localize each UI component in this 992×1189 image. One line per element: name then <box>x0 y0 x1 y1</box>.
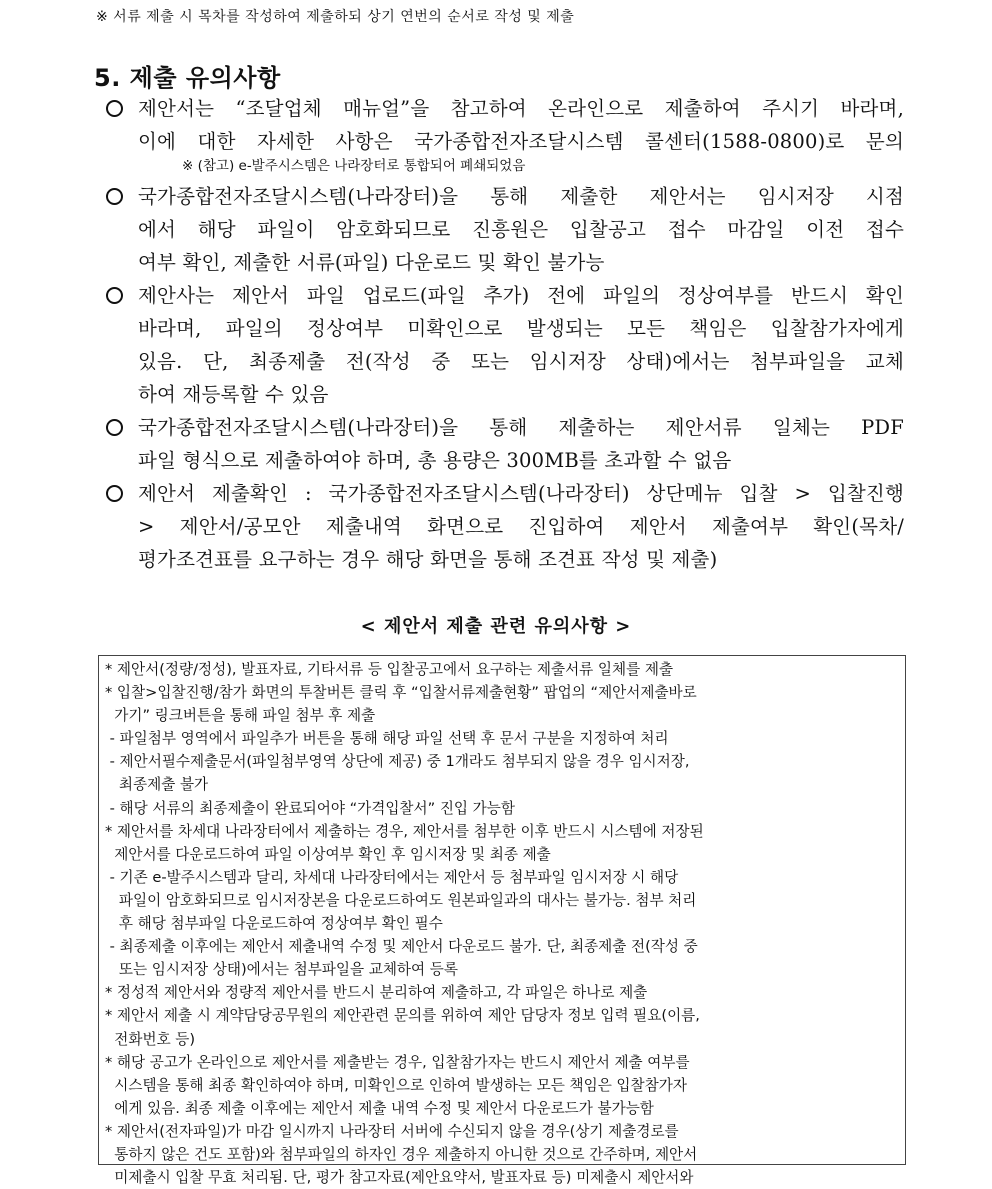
notice-line: 제안서를 다운로드하여 파일 이상여부 확인 후 임시저장 및 최종 제출 <box>105 845 551 863</box>
notice-line: 에게 있음. 최종 제출 이후에는 제안서 제출 내역 수정 및 제안서 다운로드가 불가능함 <box>105 1099 654 1117</box>
bullet-line: 바라며, 파일의 정상여부 미확인으로 발생되는 모든 책임은 입찰참가자에게 <box>138 317 904 340</box>
circle-bullet-icon <box>106 100 123 117</box>
bullet-item <box>104 477 904 576</box>
bullet-item <box>104 411 904 477</box>
notice-line: * 해당 공고가 온라인으로 제안서를 제출받는 경우, 입찰참가자는 반드시 제안서 제출 여부를 <box>105 1053 690 1071</box>
bullet-line: 제안서 제출확인 : 국가종합전자조달시스템(나라장터) 상단메뉴 입찰 > 입찰진행 <box>138 482 904 505</box>
bullet-line: 에서 해당 파일이 암호화되므로 진흥원은 입찰공고 접수 마감일 이전 접수 <box>138 218 904 241</box>
top-note: ※ 서류 제출 시 목차를 작성하여 제출하되 상기 연번의 순서로 작성 및 제출 <box>96 9 575 25</box>
notice-line: 또는 임시저장 상태)에서는 첨부파일을 교체하여 등록 <box>105 961 458 979</box>
bullet-line: 있음. 단, 최종제출 전(작성 중 또는 임시저장 상태)에서는 첨부파일을 교체 <box>138 350 904 373</box>
bullet-line: 제안사는 제안서 파일 업로드(파일 추가) 전에 파일의 정상여부를 반드시 확인 <box>138 284 904 307</box>
bullet-line: 평가조견표를 요구하는 경우 해당 화면을 통해 조견표 작성 및 제출) <box>138 548 718 571</box>
bullet-line: 제안서는 “조달업체 매뉴얼”을 참고하여 온라인으로 제출하여 주시기 바라며, <box>138 97 904 120</box>
notice-line: * 제안서 제출 시 계약담당공무원의 제안관련 문의를 위하여 제안 담당자 정보 입력 필요(이름, <box>105 1007 700 1025</box>
notice-box-title: < 제안서 제출 관련 유의사항 > <box>360 616 632 637</box>
notice-line: - 파일첨부 영역에서 파일추가 버튼을 통해 해당 파일 선택 후 문서 구분을 지정하여 처리 <box>105 730 669 748</box>
circle-bullet-icon <box>106 419 123 436</box>
notice-line: 최종제출 불가 <box>105 776 209 794</box>
notice-line: 미제출시 입찰 무효 처리됨. 단, 평가 참고자료(제안요약서, 발표자료 등) 미제출시 제안서와 <box>105 1169 694 1187</box>
section-title: 5. 제출 유의사항 <box>94 64 281 92</box>
circle-bullet-icon <box>106 287 123 304</box>
notice-line: - 해당 서류의 최종제출이 완료되어야 “가격입찰서” 진입 가능함 <box>105 799 515 817</box>
notice-line: - 제안서필수제출문서(파일첨부영역 상단에 제공) 중 1개라도 첨부되지 않을 경우 임시저장, <box>105 753 690 771</box>
notice-line: 시스템을 통해 최종 확인하여야 하며, 미확인으로 인하여 발생하는 모든 책임은 입찰참가자 <box>105 1076 687 1094</box>
bullet-line: 이에 대한 자세한 사항은 국가종합전자조달시스템 콜센터(1588-0800)로 문의 <box>138 130 904 153</box>
bullet-line: 파일 형식으로 제출하여야 하며, 총 용량은 300MB를 초과할 수 없음 <box>138 449 732 472</box>
notice-line: * 제안서(정량/정성), 발표자료, 기타서류 등 입찰공고에서 요구하는 제출서류 일체를 제출 <box>105 661 674 678</box>
bullet-line: 국가종합전자조달시스템(나라장터)을 통해 제출한 제안서는 임시저장 시점 <box>138 185 904 208</box>
notice-line: 가기” 링크버튼을 통해 파일 첨부 후 제출 <box>105 707 376 725</box>
notice-line: * 정성적 제안서와 정량적 제안서를 반드시 분리하여 제출하고, 각 파일은 하나로 제출 <box>105 984 648 1002</box>
notice-box <box>98 655 906 1187</box>
notice-line: - 기존 e-발주시스템과 달리, 차세대 나라장터에서는 제안서 등 첨부파일 임시저장 시 해당 <box>105 868 679 886</box>
bullet-line: 여부 확인, 제출한 서류(파일) 다운로드 및 확인 불가능 <box>138 251 605 274</box>
bullet-line: 국가종합전자조달시스템(나라장터)을 통해 제출하는 제안서류 일체는 PDF <box>138 416 904 439</box>
notice-line: 통하지 않은 건도 포함)와 첨부파일의 하자인 경우 제출하지 아니한 것으로 간주하며, 제안서 <box>105 1145 698 1163</box>
notice-line: * 제안서(전자파일)가 마감 일시까지 나라장터 서버에 수신되지 않을 경우(상기 제출경로를 <box>105 1122 679 1140</box>
notice-line: - 최종제출 이후에는 제안서 제출내역 수정 및 제안서 다운로드 불가. 단, 최종제출 전(작성 중 <box>105 938 698 956</box>
circle-bullet-icon <box>106 188 123 205</box>
bullet-item <box>104 92 904 178</box>
notice-line: 파일이 암호화되므로 임시저장본을 다운로드하여도 원본파일과의 대사는 불가능. 첨부 처리 <box>105 891 697 909</box>
bullet-item <box>104 180 904 279</box>
bullet-item <box>104 279 904 411</box>
bullet-line: > 제안서/공모안 제출내역 화면으로 진입하여 제안서 제출여부 확인(목차/ <box>138 515 904 538</box>
notice-line: * 입찰>입찰진행/참가 화면의 투찰버튼 클릭 후 “입찰서류제출현황” 팝업의 “제안서제출바로 <box>105 684 697 702</box>
notice-line: 후 해당 첨부파일 다운로드하여 정상여부 확인 필수 <box>105 915 443 933</box>
notice-line: * 제안서를 차세대 나라장터에서 제출하는 경우, 제안서를 첨부한 이후 반드시 시스템에 저장된 <box>105 822 704 840</box>
reference-note: ※ (참고) e-발주시스템은 나라장터로 통합되어 폐쇄되었음 <box>182 158 526 174</box>
circle-bullet-icon <box>106 485 123 502</box>
notice-line: 전화번호 등) <box>105 1030 196 1048</box>
bullet-line: 하여 재등록할 수 있음 <box>138 383 329 406</box>
bullet-list <box>104 92 904 576</box>
